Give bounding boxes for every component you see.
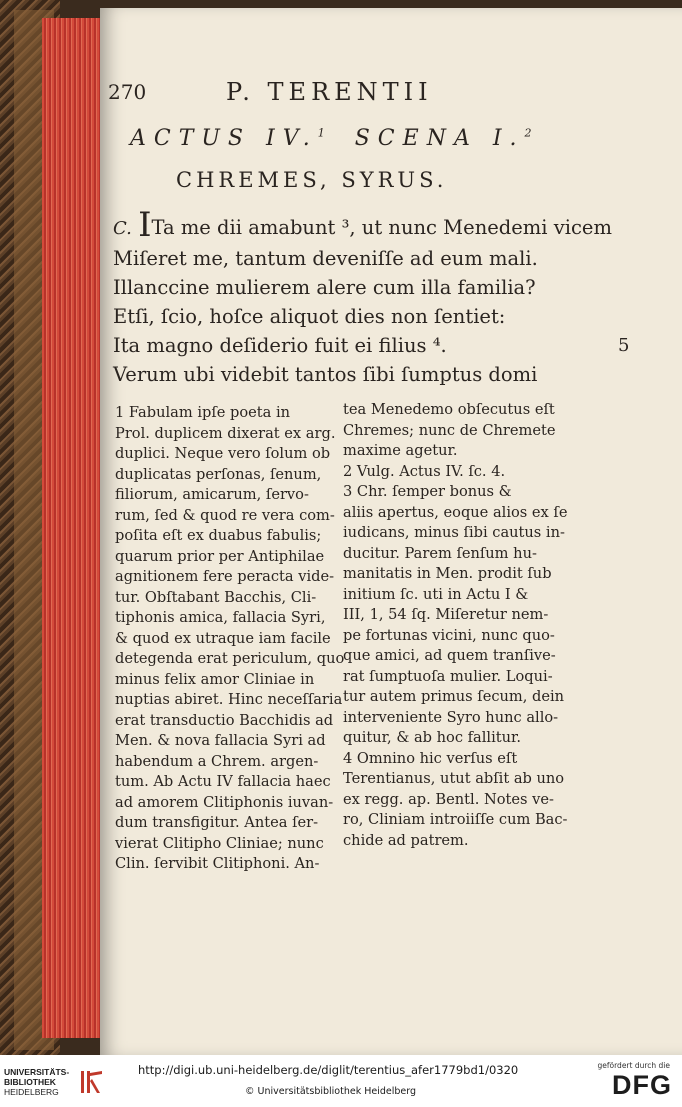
footer-bar [0,1055,682,1107]
verse-line: Verum ubi videbit tantos ſibi ſumptus domi [113,363,538,386]
act-footnote-ref: 1 [317,126,325,140]
verse-line-text: Ita magno deſiderio fuit ei filius ⁴. [113,334,447,357]
footnote-line: tum. Ab Actu IV fallacia haec [115,773,331,790]
line-number: 5 [618,335,630,356]
footnote-line: ro, Cliniam introiiſſe cum Bac- [343,811,568,828]
footnote-line: erat transductio Bacchidis ad [115,711,334,729]
footnote-line: 1 Fabulam ipſe poeta in [115,404,291,421]
footnote-line: 2 Vulg. Actus IV. ſc. 4. [343,462,506,480]
footnote-line: tur autem primus ſecum, dein [343,688,565,705]
permalink-url[interactable]: http://digi.ub.uni-heidelberg.de/diglit/terentius_afer1779bd1/0320 [138,1063,519,1077]
footnote-line: interveniente Syro hunc allo- [343,708,559,726]
footnote-line: tiphonis amica, fallacia Syri, [115,609,326,626]
footnote-line: tur. Obſtabant Bacchis, Cli- [115,588,317,606]
verse-block [113,205,630,389]
act-title: ACTUS IV. [130,126,318,151]
verse-line: Illanccine mulierem alere cum illa familia? [113,276,536,299]
verse-line [113,205,612,245]
footnote-line: 3 Chr. ſemper bonus & [343,483,512,500]
copyright-notice: © Universitätsbibliothek Heidelberg [245,1086,417,1097]
library-emblem-icon [78,1067,106,1097]
verse-line: Miſeret me, tantum deveniſſe ad eum mali. [113,247,538,270]
verse-line-text: Ta me dii amabunt ³, ut nunc Menedemi vicem [151,216,612,239]
footnote-line: Clin. ſervibit Clitiphoni. An- [115,855,320,872]
footnote-line: Terentianus, utut abſit ab uno [343,770,565,787]
footnote-line: ad amorem Clitiphonis iuvan- [115,793,334,811]
footnote-line: maxime agetur. [343,442,458,459]
funder-caption: gefördert durch die [597,1061,670,1070]
footnote-line: quitur, & ab hoc fallitur. [343,729,522,746]
footnote-line: detegenda erat periculum, quo [115,650,345,667]
drop-cap: I [138,205,152,245]
footnote-line: agnitionem fere peracta vide- [115,568,335,585]
running-head [108,78,548,112]
footnote-line: vierat Clitipho Cliniae; nunc [115,834,324,852]
footnote-line: Chremes; nunc de Chremete [343,421,556,439]
footnote-line: 4 Omnino hic verſus eſt [343,749,518,767]
footnote-line: filiorum, amicarum, ſervo- [115,486,309,503]
footnote-line: duplici. Neque vero ſolum ob [115,445,331,462]
speaker-abbrev: C. [113,218,132,239]
page-number: 270 [108,80,147,104]
footnote-line: tea Menedemo obſecutus eſt [343,401,555,418]
footnote-line: que amici, ad quem tranſive- [343,647,556,664]
footnotes-right-column [343,400,583,851]
footnote-line: dum transfigitur. Antea ſer- [115,814,319,831]
footnote-line: quarum prior per Antiphilae [115,547,325,565]
footnote-line: Prol. duplicem dixerat ex arg. [115,424,336,442]
library-name-line: UNIVERSITÄTS- [4,1067,70,1077]
footnote-line: nuptias abiret. Hinc neceſſaria [115,691,343,708]
footnote-line: III, 1, 54 ſq. Miſeretur nem- [343,606,549,623]
footnote-line: ducitur. Parem ſenſum hu- [343,544,537,562]
scene-footnote-ref: 2 [524,126,532,140]
dfg-logo[interactable]: DFG [612,1070,672,1100]
footnote-line: initium ſc. uti in Actu I & [343,585,529,603]
footnote-line: Men. & nova fallacia Syri ad [115,732,326,749]
footnote-line: rum, ſed & quod re vera com- [115,506,335,524]
footnote-line: rat ſumptuoſa mulier. Loqui- [343,667,553,685]
footnote-line: manitatis in Men. prodit ſub [343,565,552,582]
scene-title: SCENA I. [354,126,525,151]
footnote-line: aliis apertus, eoque alios ex ſe [343,503,568,521]
library-logo[interactable] [4,1065,114,1101]
footnote-line: chide ad patrem. [343,831,469,849]
footnote-line: pe fortunas vicini, nunc quo- [343,626,555,644]
library-name-line: BIBLIOTHEK [4,1077,56,1087]
footnote-line: duplicatas perſonas, ſenum, [115,465,322,483]
act-heading [130,126,550,151]
footnote-line: minus felix amor Cliniae in [115,670,315,688]
verse-line: Etſi, ſcio, hoſce aliquot dies non ſentiet: [113,305,506,328]
footnote-line: poſita eſt ex duabus fabulis; [115,527,322,544]
library-name-line: HEIDELBERG [4,1087,59,1097]
verse-line [113,331,630,360]
footnote-line: habendum a Chrem. argen- [115,752,319,770]
characters-heading: CHREMES, SYRUS. [176,168,448,192]
red-page-edges [42,18,104,1038]
footnote-line: ex regg. ap. Bentl. Notes ve- [343,790,554,808]
footnote-line: iudicans, minus ſibi cautus in- [343,524,565,541]
running-title: P. TERENTII [226,78,433,106]
footnote-line: & quod ex utraque iam facile [115,629,331,647]
